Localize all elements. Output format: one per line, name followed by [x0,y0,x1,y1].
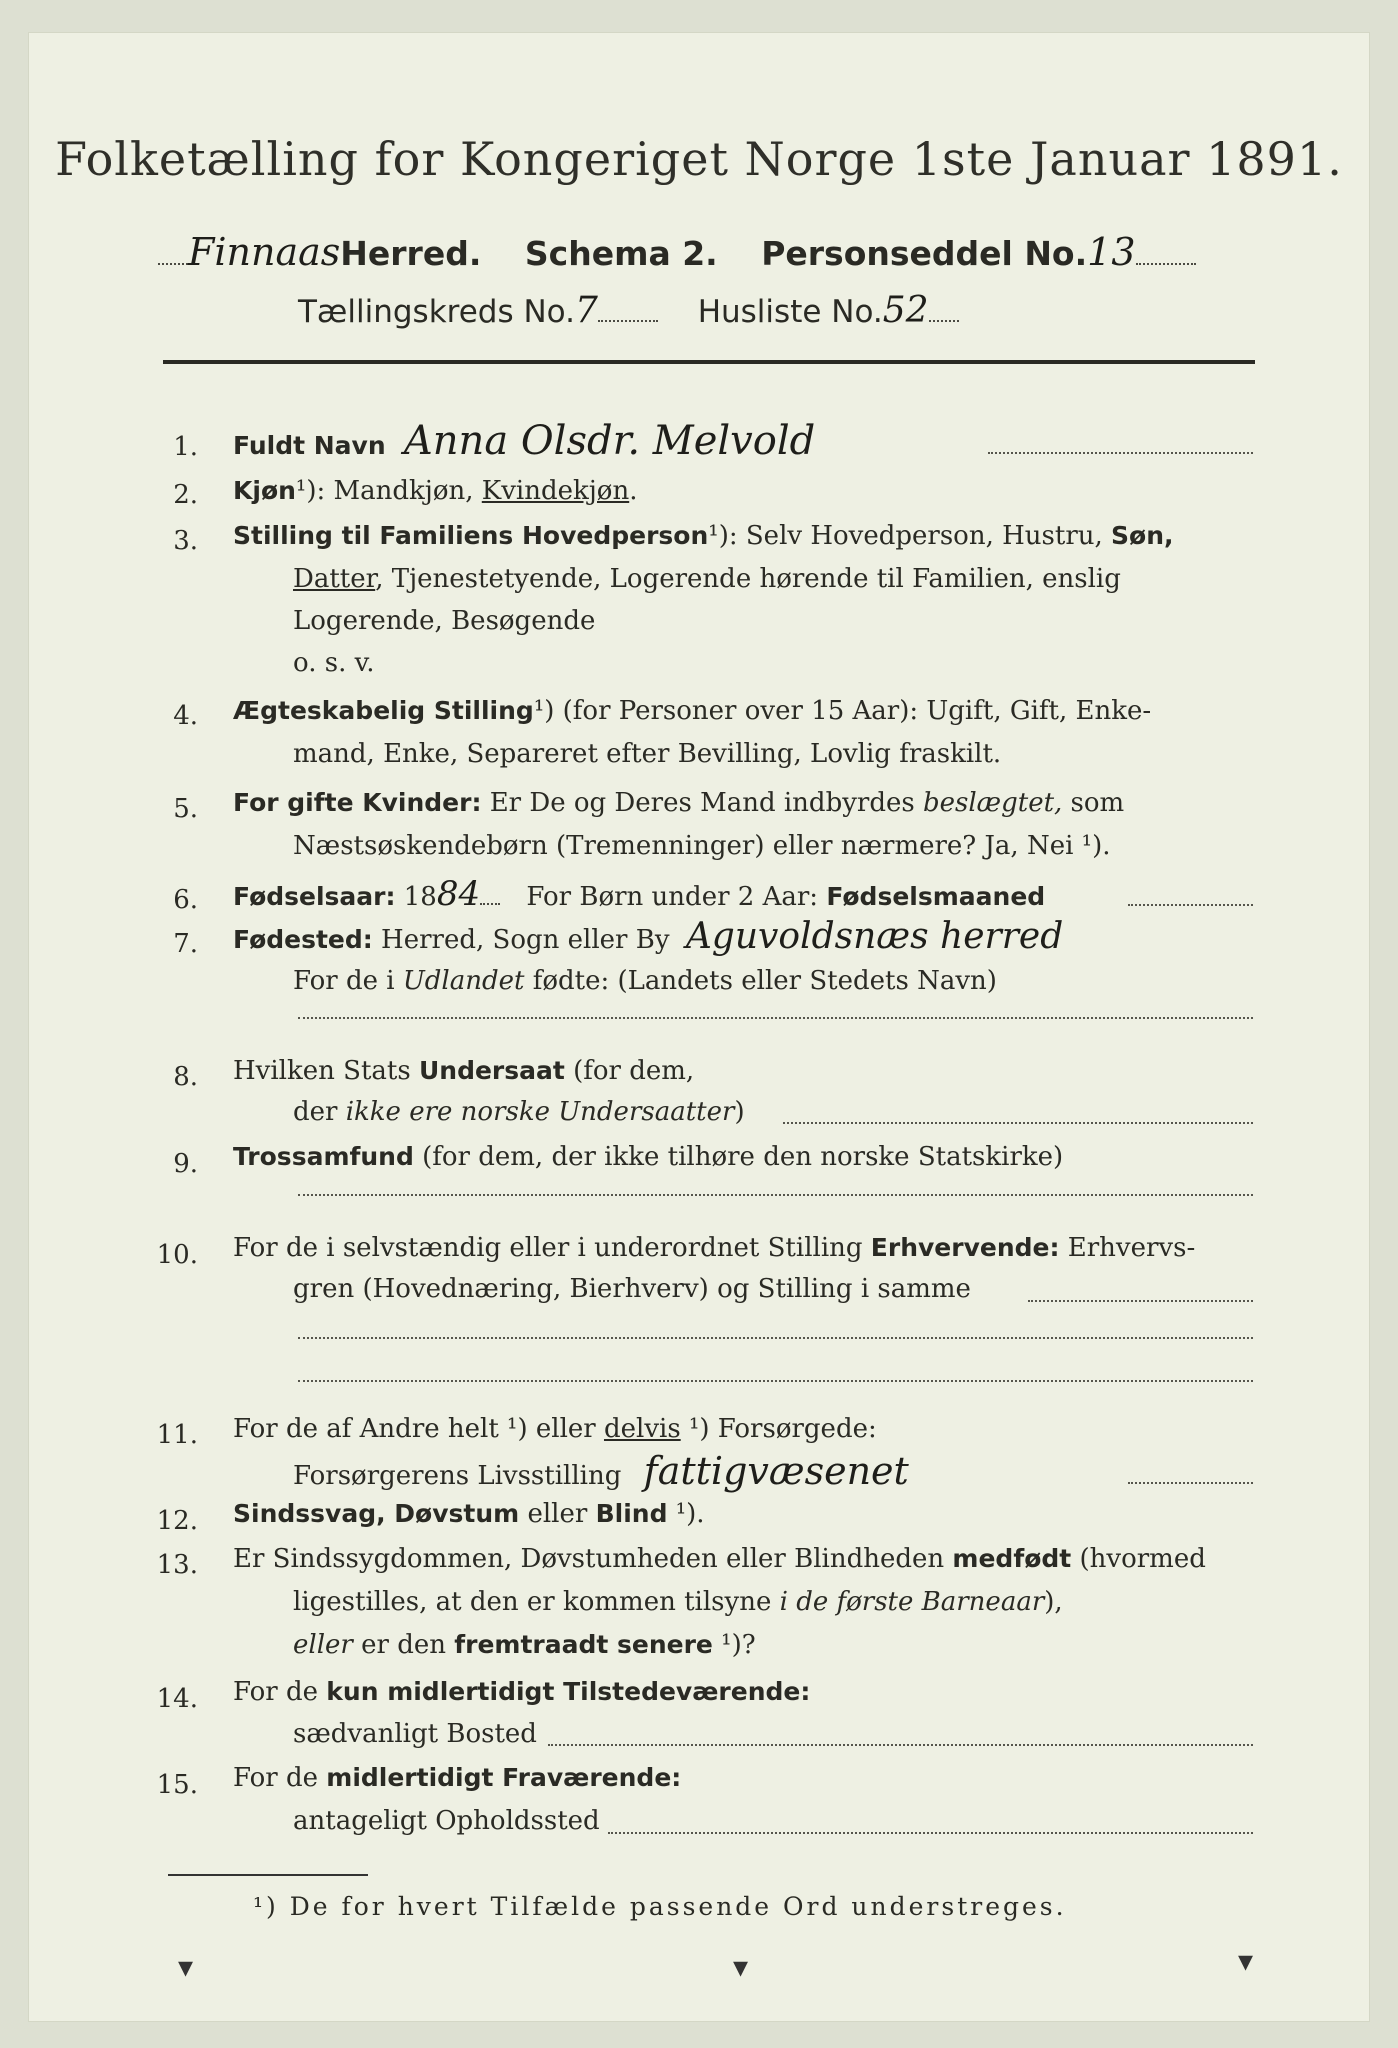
married-women-label: For gifte Kvinder: [233,788,482,817]
leader [1136,263,1196,265]
citizenship-label: Undersaat [418,1056,565,1085]
leader [988,452,1253,454]
leader [298,1337,1253,1339]
herred-line [158,230,1196,274]
husliste-number: 52 [882,290,929,331]
item-number: 9. [173,1149,198,1179]
later-onset-label: fremtraadt senere [454,1630,713,1659]
congenital-label: medfødt [952,1544,1072,1573]
citizenship-suffix: (for dem, [564,1056,695,1086]
dependents-prefix: For de af Andre helt ¹) eller [233,1414,604,1444]
item-10 [233,1231,1195,1265]
item-5-line2: Næstsøskendebørn (Tremenninger) eller nærmere? Ja, Nei ¹). [293,831,1111,861]
item-12 [233,1497,705,1531]
personseddel-number: 13 [1087,230,1136,274]
item-number: 13. [156,1550,198,1580]
item-number: 15. [156,1770,198,1800]
birth-year-prefix: 18 [395,882,437,912]
item-13 [233,1542,1206,1576]
family-position-options: ¹): Selv Hovedperson, Hustru, [708,521,1103,551]
occupation-label: Erhvervende: [870,1233,1060,1262]
leader [1128,1482,1253,1484]
birthplace-label: Fødested: [233,925,373,954]
temporary-absent-label: midlertidigt Fraværende: [326,1763,682,1792]
leader [608,1832,1253,1834]
item-6 [233,874,1046,914]
occupation-suffix: Erhvervs- [1059,1233,1196,1263]
item-11 [233,1412,877,1446]
occupation-prefix: For de i selvstændig eller i underordnet Stilling [233,1233,871,1263]
item-11-line2 [293,1449,909,1493]
congenital-line3: er den [352,1630,455,1660]
leader [929,320,959,322]
taellingskreds-number: 7 [574,290,598,331]
item-number: 10. [156,1240,198,1270]
birthplace-value: Aguvoldsnæs herred [685,916,1064,957]
religion-question: (for dem, der ikke tilhøre den norske Statskirke) [413,1142,1064,1172]
family-position-selected: Datter [293,564,376,594]
footnote-rule [168,1874,368,1876]
full-name-label: Fuldt Navn [233,431,386,460]
temporary-absent-prefix: For de [233,1763,327,1793]
item-3-line2 [293,562,1121,596]
item-7 [233,916,1064,957]
abroad-prefix: For de i [293,966,403,996]
temporary-present-prefix: For de [233,1677,327,1707]
congenital-line2-end: ), [1044,1587,1063,1617]
congenital-end: ¹)? [712,1630,756,1660]
item-5 [233,786,1124,820]
sex-selected: Kvindekjøn [481,476,630,506]
birth-year-value: 84 [436,874,481,914]
item-9 [233,1140,1063,1174]
related-word: beslægtet, [922,788,1063,818]
first-childhood-years: i de første Barneaar [779,1587,1045,1617]
sex-options: ¹): Mandkjøn, [295,476,482,506]
sex-label: Kjøn [233,476,296,505]
item-14-line2: sædvanligt Bosted [293,1719,537,1749]
taellingskreds-label: Tællingskreds No. [298,294,575,330]
option-son: Søn, [1111,521,1174,550]
item-number: 3. [173,526,198,556]
item-3-line4: o. s. v. [293,648,375,678]
leader [158,263,188,265]
citizenship-prefix: Hvilken Stats [233,1056,419,1086]
congenital-line2: ligestilles, at den er kommen tilsyne [293,1587,780,1617]
item-number: 2. [173,480,198,510]
header-rule [163,360,1255,364]
leader [1028,1300,1253,1302]
item-10-line2: gren (Hovednæring, Bierhverv) og Stilling i samme [293,1274,971,1304]
family-position-label: Stilling til Familiens Hovedperson [233,521,709,550]
item-13-line2 [293,1585,1063,1619]
family-position-options-2: , Tjenestetyende, Logerende hørende til Familien, enslig [375,564,1121,594]
schema-label: Schema 2. [524,234,718,273]
provider-label: Forsørgerens Livsstilling [293,1461,622,1491]
item-4-line2: mand, Enke, Separeret efter Bevilling, Lovlig fraskilt. [293,739,1002,769]
married-women-end: som [1062,788,1125,818]
item-number: 11. [156,1420,198,1450]
item-8 [233,1054,694,1088]
item-number: 4. [173,701,198,731]
item-13-line3 [293,1628,756,1662]
abroad-question: fødte: (Landets eller Stedets Navn) [524,966,997,996]
herred-name: Finnaas [188,230,341,274]
marital-options: ¹) (for Personer over 15 Aar): Ugift, Gift, Enke- [533,696,1152,726]
disability-end: ¹). [667,1499,705,1529]
crop-mark-icon: ▾ [178,1950,194,1985]
personseddel-label: Personseddel No. [761,234,1088,273]
abroad-word: Udlandet [402,966,525,996]
temporary-present-label: kun midlertidigt Tilstedeværende: [326,1677,811,1706]
congenital-prefix: Er Sindssygdommen, Døvstumheden eller Blindheden [233,1544,953,1574]
disability-label: Sindssvag, Døvstum [233,1499,520,1528]
leader [298,1194,1253,1196]
item-15-line2: antageligt Opholdssted [293,1806,600,1836]
leader [598,320,658,322]
item-number: 7. [173,929,198,959]
item-number: 8. [173,1062,198,1092]
herred-label: Herred. [340,234,482,273]
married-women-question: Er De og Deres Mand indbyrdes [481,788,923,818]
crop-mark-icon: ▾ [733,1950,749,1985]
form-title: Folketælling for Kongeriget Norge 1ste Januar 1891. [55,132,1343,186]
dependents-partly: delvis [603,1414,681,1444]
non-norwegian-text: ikke ere norske Undersaatter [345,1097,735,1127]
item-number: 6. [173,885,198,915]
item-number: 14. [156,1684,198,1714]
congenital-suffix: (hvormed [1071,1544,1206,1574]
leader [480,903,500,905]
disability-blind: Blind [595,1499,668,1528]
item-number: 1. [173,432,198,462]
infant-question: For Børn under 2 Aar: [526,882,827,912]
leader [783,1122,1253,1124]
birthplace-question: Herred, Sogn eller By [372,925,670,955]
husliste-label: Husliste No. [697,294,883,330]
leader [1128,904,1253,906]
item-15 [233,1761,681,1795]
birth-month-label: Fødselsmaaned [826,882,1046,911]
item-8-line2: der ikke ere norske Undersaatter) [293,1097,745,1127]
citizenship-line2-prefix: der [293,1097,346,1127]
item-3-line3: Logerende, Besøgende [293,606,596,636]
crop-mark-icon: ▾ [1238,1944,1254,1979]
disability-or: eller [519,1499,596,1529]
leader [548,1744,1253,1746]
item-3 [233,519,1174,553]
kreds-line [298,290,959,331]
item-1 [233,418,816,464]
footnote: ¹) De for hvert Tilfælde passende Ord understreges. [253,1892,1067,1921]
marital-label: Ægteskabelig Stilling [233,696,534,725]
leader [298,1380,1253,1382]
provider-value: fattigvæsenet [643,1449,909,1493]
item-number: 12. [156,1506,198,1536]
item-7-line2 [293,964,997,998]
or-word: eller [293,1630,353,1660]
item-number: 5. [173,794,198,824]
dependents-suffix: ¹) Forsørgede: [680,1414,877,1444]
leader [298,1017,1253,1019]
full-name-value: Anna Olsdr. Melvold [403,418,816,464]
item-4 [233,694,1151,728]
item-2: Kjøn¹): Mandkjøn, Kvindekjøn. [233,476,638,506]
item-14 [233,1675,810,1709]
census-form [28,32,1370,2022]
religion-label: Trossamfund [233,1142,414,1171]
birth-year-label: Fødselsaar: [233,882,396,911]
